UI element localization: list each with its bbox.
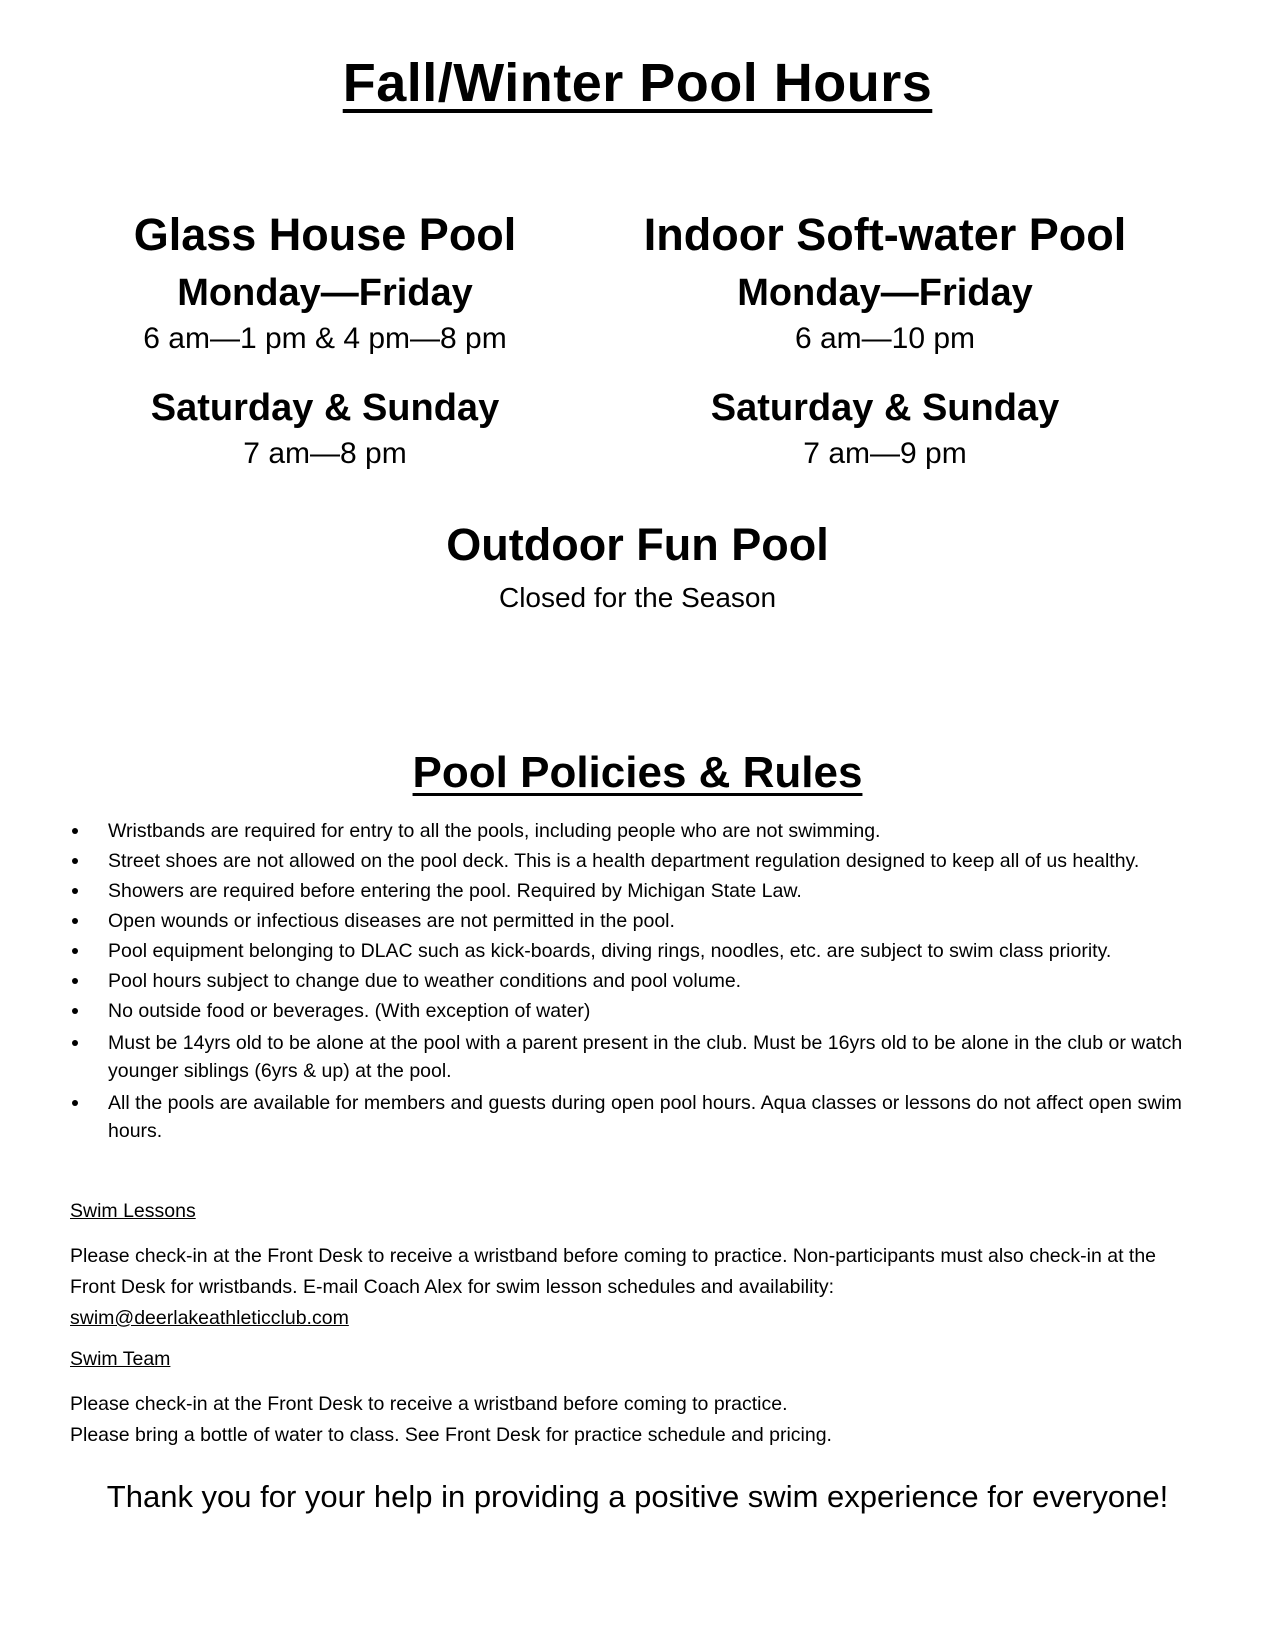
swim-lessons-text (70, 1241, 1200, 1334)
weekend-label: Saturday & Sunday (150, 387, 500, 429)
rules-list (68, 817, 1198, 1147)
weekend-label: Saturday & Sunday (710, 387, 1060, 429)
swim-team-line: Please bring a bottle of water to class. See Front Desk for practice schedule and pricing. (70, 1424, 832, 1446)
weekday-label: Monday—Friday (177, 272, 473, 314)
email-link[interactable]: swim@deerlakeathleticclub.com (70, 1307, 349, 1329)
swim-lessons-body: Please check-in at the Front Desk to receive a wristband before coming to practice. Non-participants must also check-in at the Front Desk for wristbands. E-mail Coach Alex for swim lesson schedules and availability: (70, 1245, 1157, 1298)
rule-item: Pool hours subject to change due to weather conditions and pool volume. (68, 967, 1198, 995)
rule-item: Street shoes are not allowed on the pool deck. This is a health department regulation designed to keep all of us healthy. (68, 847, 1198, 875)
rule-item: Pool equipment belonging to DLAC such as kick-boards, diving rings, noodles, etc. are subject to swim class priority. (68, 937, 1198, 965)
page-title: Fall/Winter Pool Hours (342, 53, 933, 113)
weekday-hours: 6 am—10 pm (794, 322, 976, 355)
weekday-hours: 6 am—1 pm & 4 pm—8 pm (143, 322, 507, 355)
pool-name: Indoor Soft-water Pool (643, 209, 1127, 260)
thank-you-message: Thank you for your help in providing a positive swim experience for everyone! (106, 1479, 1169, 1514)
glass-house-pool-hours (90, 209, 560, 504)
closed-note: Closed for the Season (498, 582, 777, 613)
swim-team-heading: Swim Team (70, 1348, 171, 1370)
weekend-hours: 7 am—9 pm (803, 437, 967, 470)
rule-item: No outside food or beverages. (With exception of water) (68, 997, 1198, 1025)
weekend-hours: 7 am—8 pm (243, 437, 407, 470)
rule-item: All the pools are available for members and guests during open pool hours. Aqua classes or lessons do not affect open swim hours. (68, 1089, 1198, 1145)
rule-item: Wristbands are required for entry to all the pools, including people who are not swimming. (68, 817, 1198, 845)
rule-item: Showers are required before entering the pool. Required by Michigan State Law. (68, 877, 1198, 905)
outdoor-fun-pool (0, 519, 1275, 614)
pool-name: Outdoor Fun Pool (446, 519, 829, 570)
rule-item: Must be 14yrs old to be alone at the pool with a parent present in the club. Must be 16yrs old to be alone in the club or watch younger siblings (6yrs & up) at the pool. (68, 1029, 1198, 1085)
swim-team-line: Please check-in at the Front Desk to receive a wristband before coming to practice. (70, 1393, 788, 1415)
swim-team-text (70, 1389, 1200, 1451)
indoor-soft-water-pool-hours (615, 209, 1155, 504)
swim-lessons-heading: Swim Lessons (70, 1200, 196, 1222)
policies-title: Pool Policies & Rules (412, 748, 863, 797)
rule-item: Open wounds or infectious diseases are not permitted in the pool. (68, 907, 1198, 935)
pool-name: Glass House Pool (133, 209, 517, 260)
weekday-label: Monday—Friday (737, 272, 1033, 314)
